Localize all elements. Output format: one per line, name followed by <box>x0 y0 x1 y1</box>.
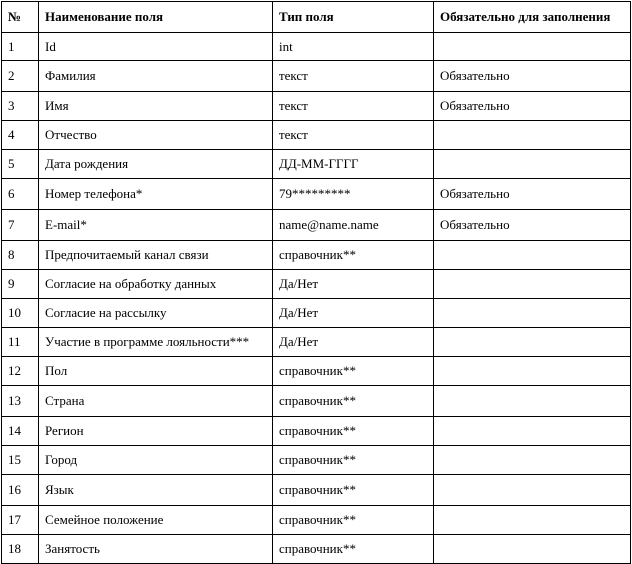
cell-name: Город <box>39 446 273 475</box>
fields-table <box>1 1 631 564</box>
table-row <box>2 417 631 446</box>
cell-required: Обязательно <box>434 61 631 92</box>
table-row <box>2 150 631 179</box>
cell-required <box>434 121 631 150</box>
cell-type: Да/Нет <box>272 270 433 299</box>
cell-num: 5 <box>2 150 39 179</box>
cell-required: Обязательно <box>434 210 631 241</box>
table-row <box>2 61 631 92</box>
cell-type: текст <box>272 121 433 150</box>
cell-num: 10 <box>2 299 39 328</box>
table-row <box>2 357 631 386</box>
cell-name: Язык <box>39 475 273 506</box>
cell-name: Страна <box>39 386 273 417</box>
cell-num: 8 <box>2 241 39 270</box>
cell-type: справочник** <box>272 241 433 270</box>
cell-name: Занятость <box>39 535 273 564</box>
cell-num: 3 <box>2 92 39 121</box>
cell-required <box>434 357 631 386</box>
cell-name: E-mail* <box>39 210 273 241</box>
cell-required <box>434 241 631 270</box>
cell-name: Регион <box>39 417 273 446</box>
cell-num: 6 <box>2 179 39 210</box>
header-num: № <box>2 2 39 33</box>
cell-required <box>434 475 631 506</box>
cell-required <box>434 328 631 357</box>
cell-name: Участие в программе лояльности*** <box>39 328 273 357</box>
cell-type: name@name.name <box>272 210 433 241</box>
cell-type: справочник** <box>272 357 433 386</box>
cell-type: 79********* <box>272 179 433 210</box>
cell-required <box>434 417 631 446</box>
cell-required <box>434 535 631 564</box>
cell-num: 16 <box>2 475 39 506</box>
header-type: Тип поля <box>272 2 433 33</box>
table-row <box>2 241 631 270</box>
cell-num: 4 <box>2 121 39 150</box>
cell-num: 9 <box>2 270 39 299</box>
cell-num: 14 <box>2 417 39 446</box>
cell-name: Предпочитаемый канал связи <box>39 241 273 270</box>
cell-required: Обязательно <box>434 92 631 121</box>
cell-required <box>434 386 631 417</box>
table-row <box>2 270 631 299</box>
cell-num: 1 <box>2 33 39 61</box>
table-row <box>2 33 631 61</box>
table-row <box>2 386 631 417</box>
cell-num: 18 <box>2 535 39 564</box>
cell-type: Да/Нет <box>272 328 433 357</box>
cell-required <box>434 33 631 61</box>
header-row <box>2 2 631 33</box>
table-row <box>2 446 631 475</box>
cell-type: ДД-ММ-ГГГГ <box>272 150 433 179</box>
cell-type: справочник** <box>272 446 433 475</box>
table-row <box>2 121 631 150</box>
cell-name: Согласие на обработку данных <box>39 270 273 299</box>
cell-type: текст <box>272 92 433 121</box>
header-name: Наименование поля <box>39 2 273 33</box>
cell-name: Номер телефона* <box>39 179 273 210</box>
cell-type: справочник** <box>272 535 433 564</box>
cell-required <box>434 270 631 299</box>
cell-name: Дата рождения <box>39 150 273 179</box>
table-row <box>2 475 631 506</box>
cell-type: справочник** <box>272 506 433 535</box>
cell-type: справочник** <box>272 386 433 417</box>
cell-required: Обязательно <box>434 179 631 210</box>
cell-num: 13 <box>2 386 39 417</box>
cell-num: 11 <box>2 328 39 357</box>
cell-required <box>434 506 631 535</box>
cell-name: Отчество <box>39 121 273 150</box>
cell-num: 17 <box>2 506 39 535</box>
table-row <box>2 179 631 210</box>
table-row <box>2 210 631 241</box>
cell-name: Id <box>39 33 273 61</box>
cell-type: справочник** <box>272 475 433 506</box>
cell-name: Согласие на рассылку <box>39 299 273 328</box>
cell-name: Пол <box>39 357 273 386</box>
cell-type: Да/Нет <box>272 299 433 328</box>
cell-type: справочник** <box>272 417 433 446</box>
cell-num: 12 <box>2 357 39 386</box>
cell-name: Имя <box>39 92 273 121</box>
cell-num: 2 <box>2 61 39 92</box>
table-body <box>2 33 631 564</box>
cell-required <box>434 446 631 475</box>
cell-name: Семейное положение <box>39 506 273 535</box>
cell-num: 15 <box>2 446 39 475</box>
cell-required <box>434 150 631 179</box>
table-header <box>2 2 631 33</box>
table-row <box>2 299 631 328</box>
cell-required <box>434 299 631 328</box>
header-required: Обязательно для заполнения <box>434 2 631 33</box>
cell-type: текст <box>272 61 433 92</box>
table-row <box>2 328 631 357</box>
table-row <box>2 92 631 121</box>
table-row <box>2 506 631 535</box>
cell-num: 7 <box>2 210 39 241</box>
cell-name: Фамилия <box>39 61 273 92</box>
cell-type: int <box>272 33 433 61</box>
table-row <box>2 535 631 564</box>
